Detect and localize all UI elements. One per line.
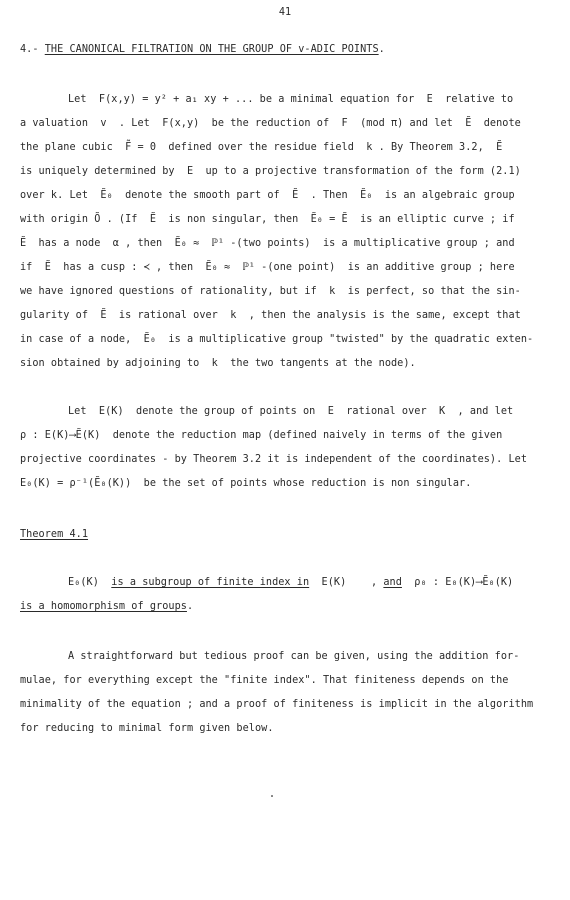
paragraph1-line: is uniquely determined by E up to a projective transformation of the form (2.1) bbox=[20, 166, 521, 177]
section-number: 4.- bbox=[20, 44, 45, 55]
paragraph1-line: if Ẽ has a cusp : ≺ , then Ẽ₀ ≈ ℙ¹ -(one point) is an additive group ; here bbox=[20, 262, 515, 273]
paragraph2-line: Let E(K) denote the group of points on E rational over K , and let bbox=[68, 406, 514, 417]
section-title: THE CANONICAL FILTRATION ON THE GROUP OF v-ADIC POINTS bbox=[44, 44, 379, 55]
paragraph2-line: projective coordinates - by Theorem 3.2 it is independent of the coordinates). Let bbox=[20, 454, 528, 465]
paragraph1-line: gularity of Ẽ is rational over k , then the analysis is the same, except that bbox=[20, 310, 521, 321]
paragraph1-line: the plane cubic F̃ = 0 defined over the residue field k . By Theorem 3.2, Ẽ bbox=[20, 142, 503, 153]
paragraph2-line: ρ : E(K)⟶Ẽ(K) denote the reduction map (defined naively in terms of the given bbox=[20, 430, 503, 441]
theorem-statement-line2: is a homomorphism of groups. bbox=[20, 601, 194, 612]
section-heading: 4.- THE CANONICAL FILTRATION ON THE GROUP OF v-ADIC POINTS. bbox=[20, 44, 385, 55]
theorem-heading: Theorem 4.1 bbox=[20, 529, 89, 540]
paragraph1-line: over k. Let Ẽ₀ denote the smooth part of Ẽ . Then Ẽ₀ is an algebraic group bbox=[20, 190, 515, 201]
paragraph3-line: minimality of the equation ; and a proof of finiteness is implicit in the algorithm bbox=[20, 699, 534, 710]
paragraph1-line: Let F(x,y) = y² + a₁ xy + ... be a minimal equation for E relative to bbox=[68, 94, 514, 105]
paragraph2-line: E₀(K) = ρ⁻¹(Ẽ₀(K)) be the set of points whose reduction is non singular. bbox=[20, 478, 472, 489]
theorem-statement-line1: E₀(K) is a subgroup of finite index in E(K) , and ρ₀ : E₀(K)⟶Ẽ₀(K) bbox=[68, 577, 514, 588]
paragraph1-line: with origin Õ . (If Ẽ is non singular, then Ẽ₀ = Ẽ is an elliptic curve ; if bbox=[20, 214, 515, 225]
paragraph1-line: in case of a node, Ẽ₀ is a multiplicative group "twisted" by the quadratic exten- bbox=[20, 334, 534, 345]
paragraph3-line: mulae, for everything except the "finite index". That finiteness depends on the bbox=[20, 675, 509, 686]
paragraph1-line: sion obtained by adjoining to k the two tangents at the node). bbox=[20, 358, 416, 369]
paragraph3-line: for reducing to minimal form given below. bbox=[20, 723, 274, 734]
paragraph3-line: A straightforward but tedious proof can be given, using the addition for- bbox=[68, 651, 520, 662]
paragraph1-line: Ẽ has a node α , then Ẽ₀ ≈ ℙ¹ -(two points) is a multiplicative group ; and bbox=[20, 238, 515, 249]
paragraph1-line: a valuation v . Let F(x,y) be the reduction of F (mod π) and let Ẽ denote bbox=[20, 118, 521, 129]
page-number: 41 bbox=[278, 7, 292, 18]
paragraph1-line: we have ignored questions of rationality, but if k is perfect, so that the sin- bbox=[20, 286, 521, 297]
scan-speck bbox=[271, 795, 273, 797]
